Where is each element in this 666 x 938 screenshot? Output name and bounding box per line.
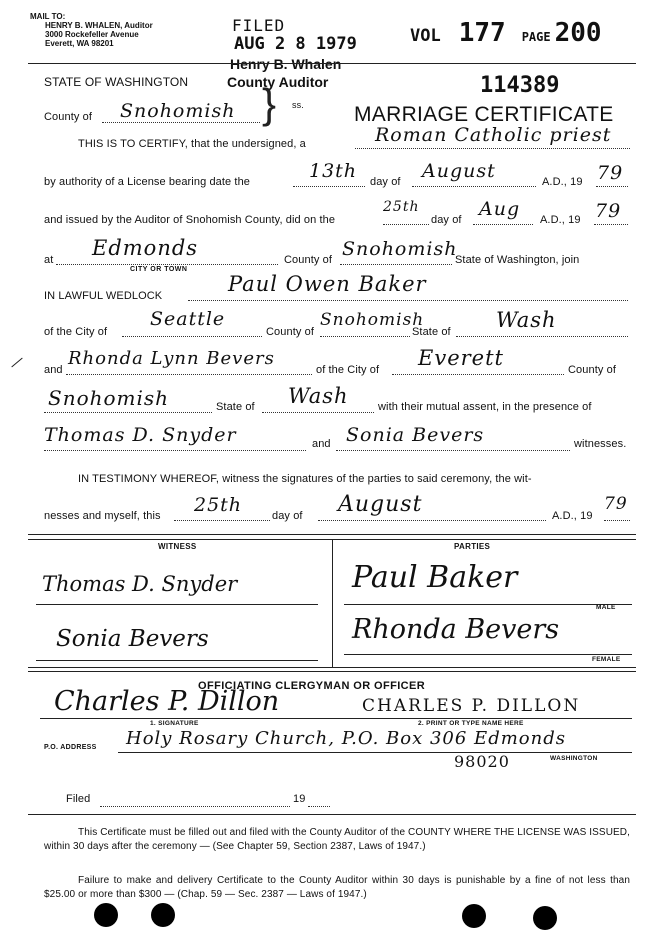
volume-page	[410, 18, 602, 48]
at-city-value: Edmonds	[92, 236, 199, 260]
at-label: at	[44, 254, 54, 266]
groom-city-field	[122, 308, 262, 337]
officiant-signature-line	[40, 688, 632, 719]
punch-hole-4	[533, 906, 557, 930]
filed-date-field	[100, 792, 290, 807]
po-zip: 98020	[454, 752, 510, 771]
license-day-of: day of	[370, 176, 401, 188]
witness-header: WITNESS	[158, 542, 197, 551]
po-address-value: Holy Rosary Church, P.O. Box 306 Edmonds	[126, 728, 566, 749]
certificate-title: MARRIAGE CERTIFICATE	[354, 103, 614, 126]
testimony-year-field	[604, 494, 630, 521]
bride-state-field	[262, 384, 374, 413]
party-signature-line-2	[344, 610, 632, 655]
footer-rule	[28, 814, 636, 815]
testimony-month-field	[318, 492, 546, 521]
filed-year-label: 19	[293, 793, 306, 805]
footer-paragraph-1: This Certificate must be filled out and filed with the County Auditor of the COUNTY WHERE THE LICENSE WAS ISSUED, within 30 days after the ceremony — (See Chapter 59, Section 2387, Laws of 1947.)	[44, 827, 630, 852]
groom-city-label: of the City of	[44, 326, 108, 338]
groom-county-value: Snohomish	[320, 310, 425, 330]
license-year-value: 79	[597, 162, 624, 184]
bride-city-label: of the City of	[316, 364, 380, 376]
witness2-field	[336, 424, 570, 451]
punch-hole-2	[151, 903, 175, 927]
groom-state-label: State of	[412, 326, 451, 338]
bride-state-value: Wash	[288, 384, 349, 408]
issued-prefix: and issued by the Auditor of Snohomish County, did on the	[44, 214, 336, 226]
margin-mark	[11, 358, 22, 368]
testimony-day-value: 25th	[194, 494, 243, 516]
mail-to-block	[30, 12, 153, 48]
officiant-signature: Charles P. Dillon	[54, 686, 280, 717]
po-address-label: P.O. ADDRESS	[44, 744, 97, 751]
issued-year-value: 79	[595, 200, 622, 222]
filed-year-field	[308, 792, 330, 807]
at-county-label: County of	[284, 254, 332, 266]
vol-label: VOL	[410, 26, 441, 46]
county-label: County of	[44, 111, 92, 123]
license-month-value: August	[422, 160, 496, 182]
testimony-text: IN TESTIMONY WHEREOF, witness the signatures of the parties to said ceremony, the wit-	[78, 473, 532, 485]
male-label: MALE	[596, 604, 616, 611]
bride-and-label: and	[44, 364, 63, 376]
page-number: 200	[554, 18, 602, 48]
brace: }	[262, 80, 277, 127]
witness-signature-line-2	[36, 610, 318, 661]
witness-signature-line-1	[36, 554, 318, 605]
filed-stamp-label: FILED	[232, 16, 286, 35]
groom-county-field	[320, 310, 425, 337]
bride-city-field	[392, 346, 564, 375]
witness-and: and	[312, 438, 331, 450]
filed-stamp-title: County Auditor	[227, 74, 329, 90]
issued-ad: A.D., 19	[540, 214, 581, 226]
bride-state-label: State of	[216, 401, 255, 413]
party-signature-1: Paul Baker	[352, 560, 518, 595]
issued-year-field	[594, 200, 628, 225]
po-state: WASHINGTON	[550, 755, 598, 762]
signature-box-top	[28, 534, 636, 535]
groom-county-label: County of	[266, 326, 314, 338]
county-field	[102, 100, 260, 123]
ss-label: ss.	[292, 100, 304, 110]
nesses-prefix: nesses and myself, this	[44, 510, 161, 522]
mail-to-label: MAIL TO:	[30, 12, 66, 21]
mail-to-address1: 3000 Rockefeller Avenue	[45, 30, 139, 39]
license-month-field	[412, 160, 536, 187]
bride-county-field	[44, 386, 212, 413]
punch-hole-1	[94, 903, 118, 927]
groom-state-field	[456, 308, 628, 337]
testimony-month-value: August	[338, 492, 423, 517]
license-day-field	[293, 160, 365, 187]
witnesses-label: witnesses.	[574, 438, 627, 450]
witness2-value: Sonia Bevers	[346, 424, 485, 446]
bride-name-field	[66, 348, 312, 375]
punch-hole-3	[462, 904, 486, 928]
page-label: PAGE	[521, 30, 551, 44]
officiant-header: OFFICIATING CLERGYMAN OR OFFICER	[198, 680, 426, 692]
issued-day-field	[383, 198, 429, 225]
city-or-town-label: CITY OR TOWN	[130, 266, 188, 273]
party-signature-2: Rhonda Bevers	[352, 614, 560, 645]
assent-text: with their mutual assent, in the presence of	[378, 401, 592, 413]
officiant-type-field	[355, 124, 630, 149]
bride-county-value: Snohomish	[48, 386, 170, 410]
license-prefix: by authority of a License bearing date the	[44, 176, 251, 188]
issued-day-of: day of	[431, 214, 462, 226]
county-value: Snohomish	[120, 100, 236, 122]
signature-box-bottom	[28, 671, 636, 672]
witness1-field	[44, 424, 306, 451]
po-address-line	[118, 728, 632, 753]
testimony-day-field	[174, 494, 270, 521]
signature-box-divider	[332, 539, 333, 667]
at-city-field	[56, 236, 278, 265]
officiant-type-value: Roman Catholic priest	[375, 124, 612, 146]
at-county-field	[340, 238, 458, 265]
at-county-value: Snohomish	[342, 238, 458, 260]
filed-stamp-name: Henry B. Whalen	[230, 56, 342, 72]
state-line: STATE OF WASHINGTON	[44, 75, 189, 89]
witness1-value: Thomas D. Snyder	[44, 424, 237, 446]
testimony-day-of: day of	[272, 510, 303, 522]
top-rule	[28, 63, 636, 64]
witness-signature-1: Thomas D. Snyder	[42, 572, 238, 596]
bride-county-label: County of	[568, 364, 616, 376]
certify-prefix: THIS IS TO CERTIFY, that the undersigned, a	[78, 138, 306, 150]
female-label: FEMALE	[592, 656, 621, 663]
groom-name-field	[188, 272, 628, 301]
parties-header: PARTIES	[454, 542, 491, 551]
mail-to-address2: Everett, WA 98201	[45, 39, 114, 48]
officiant-signature-label: 1. SIGNATURE	[150, 720, 199, 727]
groom-state-value: Wash	[496, 308, 557, 332]
groom-city-value: Seattle	[150, 308, 226, 330]
footer-paragraph-2: Failure to make and delivery Certificate to the County Auditor within 30 days is punishable by a fine of not less than $25.00 or more than $300 — (Chap. 59 — Sec. 2387 — Laws of 1947.)	[44, 875, 630, 900]
officiant-printed-name: CHARLES P. DILLON	[362, 696, 581, 716]
filed-label: Filed	[66, 793, 91, 805]
issued-month-value: Aug	[479, 198, 521, 220]
bride-name-value: Rhonda Lynn Bevers	[68, 348, 275, 369]
issued-day-value: 25th	[383, 199, 420, 215]
vol-number: 177	[458, 18, 506, 48]
testimony-year-value: 79	[604, 494, 628, 514]
witness-signature-2: Sonia Bevers	[56, 626, 209, 652]
groom-name-value: Paul Owen Baker	[228, 272, 427, 296]
certificate-number: 114389	[480, 73, 560, 98]
state-join: State of Washington, join	[455, 254, 580, 266]
filed-stamp-date: AUG 2 8 1979	[234, 34, 357, 54]
bride-city-value: Everett	[418, 346, 504, 370]
license-year-field	[596, 162, 628, 187]
license-ad: A.D., 19	[542, 176, 583, 188]
signature-box-bottom-inner	[28, 667, 636, 668]
mail-to-name: HENRY B. WHALEN, Auditor	[45, 21, 153, 30]
license-day-value: 13th	[309, 160, 358, 182]
wedlock-label: IN LAWFUL WEDLOCK	[44, 290, 163, 302]
officiant-print-label: 2. PRINT OR TYPE NAME HERE	[418, 720, 524, 727]
testimony-ad: A.D., 19	[552, 510, 593, 522]
issued-month-field	[473, 198, 533, 225]
party-signature-line-1	[344, 554, 632, 605]
